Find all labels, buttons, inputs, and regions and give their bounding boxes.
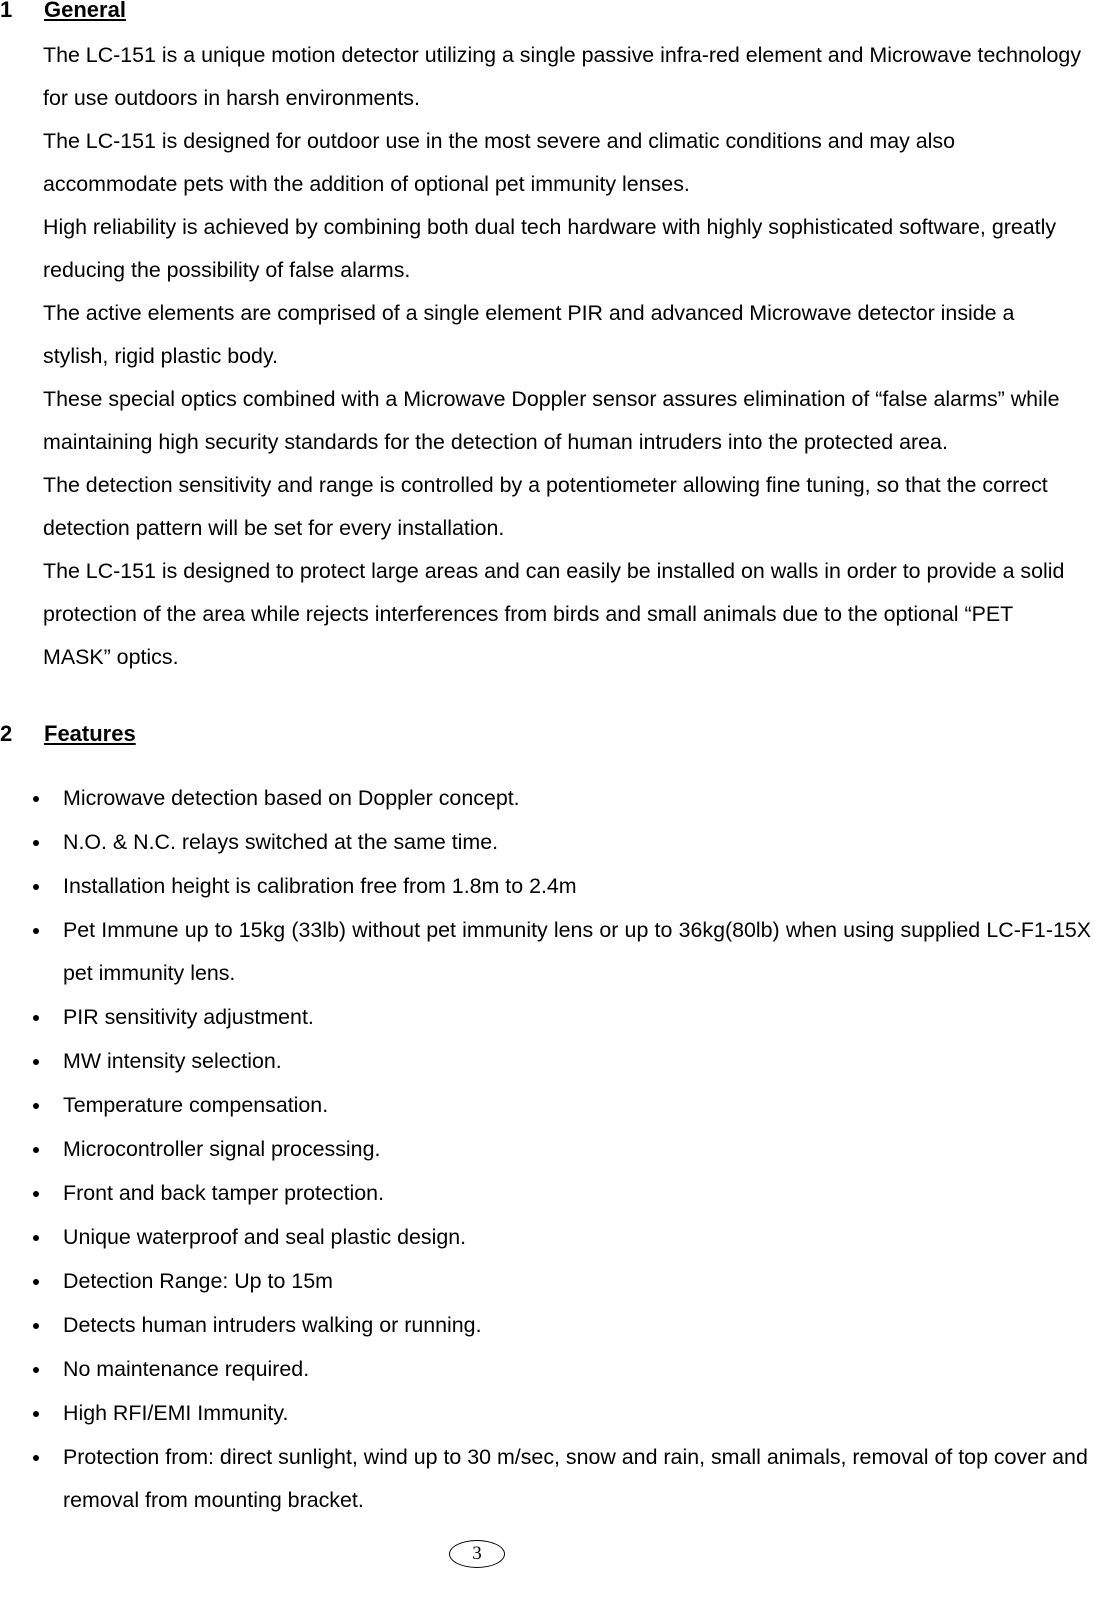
bullet-icon [33, 1015, 39, 1021]
bullet-icon [33, 884, 39, 890]
list-item [0, 821, 1091, 864]
list-item [0, 1436, 1091, 1522]
list-item-text: Detects human intruders walking or running. [63, 1313, 482, 1337]
list-item [0, 1216, 1091, 1259]
list-item [0, 996, 1091, 1039]
list-item-text: Unique waterproof and seal plastic design. [63, 1225, 467, 1249]
bullet-icon [33, 1147, 39, 1153]
list-item-text: Detection Range: Up to 15m [63, 1269, 333, 1293]
list-item-text: Pet Immune up to 15kg (33lb) without pet immunity lens or up to 36kg(80lb) when using supplied LC-F1-15X pet immunity lens. [63, 918, 1091, 985]
bullet-icon [33, 840, 39, 846]
bullet-icon [33, 1191, 39, 1197]
list-item-text: High RFI/EMI Immunity. [63, 1401, 289, 1425]
bullet-icon [33, 928, 39, 934]
list-item [0, 1260, 1091, 1303]
paragraph: The LC-151 is designed to protect large areas and can easily be installed on walls in order to provide a solid protection of the area while rejects interferences from birds and small animals due to the optional “PET MASK” optics. [43, 559, 1065, 669]
list-item [0, 865, 1091, 908]
list-item [0, 1304, 1091, 1347]
list-item-text: Microcontroller signal processing. [63, 1137, 381, 1161]
page-number: 3 [449, 1540, 505, 1568]
section-number: 1 [0, 0, 13, 22]
section-number: 2 [0, 721, 13, 746]
list-item-text: Installation height is calibration free from 1.8m to 2.4m [63, 874, 577, 898]
paragraph: The LC-151 is designed for outdoor use in the most severe and climatic conditions and may also accommodate pets with the addition of optional pet immunity lenses. [43, 129, 955, 196]
bullet-icon [33, 1367, 39, 1373]
list-item-text: N.O. & N.C. relays switched at the same time. [63, 830, 499, 854]
list-item [0, 1128, 1091, 1171]
list-item [0, 909, 1091, 995]
list-item [0, 1172, 1091, 1215]
list-item-text: Temperature compensation. [63, 1093, 329, 1117]
list-item [0, 777, 1091, 820]
list-item [0, 1084, 1091, 1127]
features-list [0, 777, 1096, 1523]
list-item [0, 1392, 1091, 1435]
bullet-icon [33, 1059, 39, 1065]
bullet-icon [33, 1411, 39, 1417]
list-item [0, 1040, 1091, 1083]
paragraph: The LC-151 is a unique motion detector utilizing a single passive infra-red element and Microwave technology for use outdoors in harsh environments. [43, 43, 1082, 110]
list-item-text: Protection from: direct sunlight, wind up to 30 m/sec, snow and rain, small animals, removal of top cover and removal from mounting bracket. [63, 1445, 1088, 1512]
paragraph: The active elements are comprised of a single element PIR and advanced Microwave detector inside a stylish, rigid plastic body. [43, 301, 1015, 368]
bullet-icon [33, 1279, 39, 1285]
section-title: General [44, 0, 126, 22]
bullet-icon [33, 1323, 39, 1329]
bullet-icon [33, 1103, 39, 1109]
list-item-text: MW intensity selection. [63, 1049, 282, 1073]
bullet-icon [33, 796, 39, 802]
list-item-text: No maintenance required. [63, 1357, 310, 1381]
list-item [0, 1348, 1091, 1391]
general-paragraphs [43, 34, 1083, 679]
list-item-text: Microwave detection based on Doppler concept. [63, 786, 520, 810]
bullet-icon [33, 1455, 39, 1461]
paragraph: The detection sensitivity and range is controlled by a potentiometer allowing fine tuning, so that the correct detection pattern will be set for every installation. [43, 473, 1048, 540]
list-item-text: PIR sensitivity adjustment. [63, 1005, 314, 1029]
bullet-icon [33, 1235, 39, 1241]
paragraph: High reliability is achieved by combining both dual tech hardware with highly sophisticated software, greatly reducing the possibility of false alarms. [43, 215, 1057, 282]
section-title: Features [44, 721, 136, 746]
paragraph: These special optics combined with a Microwave Doppler sensor assures elimination of “false alarms” while maintaining high security standards for the detection of human intruders into the protected area. [43, 387, 1060, 454]
list-item-text: Front and back tamper protection. [63, 1181, 385, 1205]
